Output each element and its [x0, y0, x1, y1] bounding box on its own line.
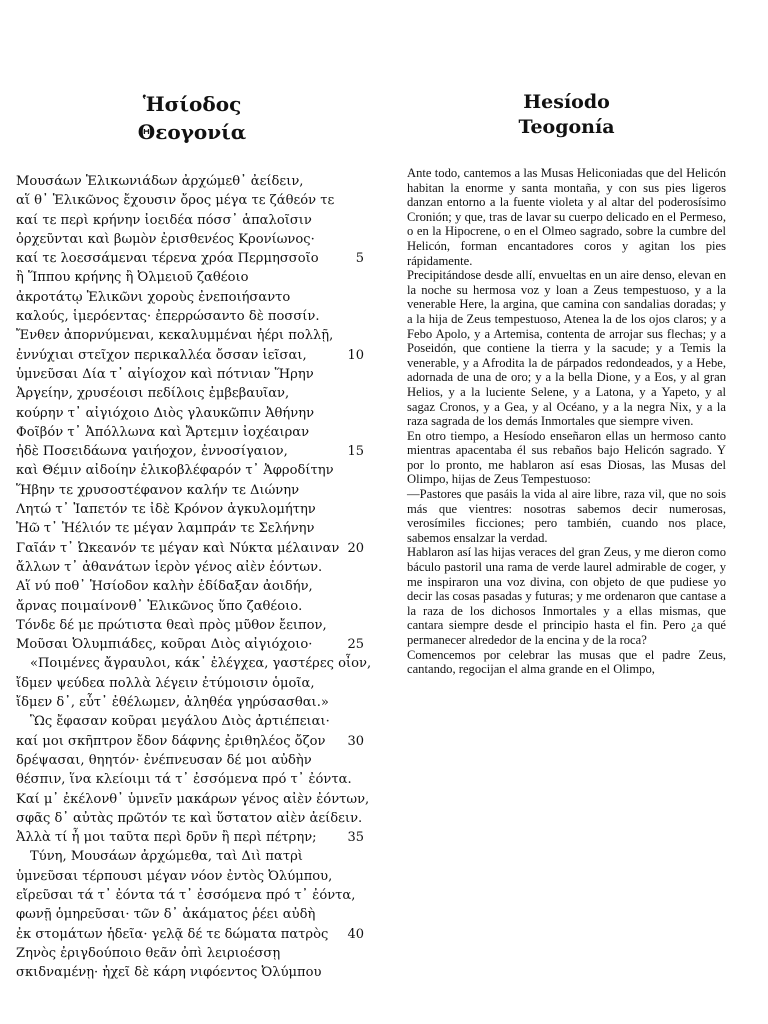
verse-line — [16, 867, 368, 886]
verse-line — [16, 577, 368, 596]
verse-text: καί τε περὶ κρήνην ἰοειδέα πόσσ᾽ ἁπαλοῖσιν — [16, 212, 312, 228]
verse-text: αἵ θ᾽ Ἑλικῶνος ἔχουσιν ὄρος μέγα τε ζάθεόν τε — [16, 193, 335, 209]
verse-line — [16, 500, 368, 519]
verse-line — [16, 268, 368, 287]
greek-verses — [16, 172, 372, 982]
verse-line — [16, 770, 368, 789]
verse-text: Ἀλλὰ τί ἦ μοι ταῦτα περὶ δρῦν ἢ περὶ πέτρην; — [16, 830, 317, 846]
verse-text: Ἠῶ τ᾽ Ἠέλιόν τε μέγαν λαμπράν τε Σελήνην — [16, 521, 315, 537]
greek-title — [16, 90, 368, 146]
spanish-author: Hesíodo — [523, 91, 610, 113]
verse-line — [16, 172, 368, 191]
verse-line — [16, 307, 368, 326]
verse-line — [16, 230, 368, 249]
greek-author: Ἡσίοδος — [142, 92, 242, 116]
verse-text: καλούς, ἱμερόεντας· ἐπερρώσαντο δὲ ποσσίν. — [16, 309, 320, 325]
verse-line — [16, 442, 368, 461]
verse-line — [16, 732, 368, 751]
verse-text: σκιδναμένῃ· ἠχεῖ δὲ κάρη νιφόεντος Ὀλύμπου — [16, 965, 322, 981]
verse-line — [16, 944, 368, 963]
verse-text: Αἵ νύ ποθ᾽ Ἡσίοδον καλὴν ἐδίδαξαν ἀοιδήν, — [16, 579, 313, 595]
verse-line — [16, 847, 368, 866]
verse-text: ἐκ στομάτων ἡδεῖα· γελᾷ δέ τε δώματα πατρὸς — [16, 926, 329, 942]
verse-text: Μοῦσαι Ὀλυμπιάδες, κοῦραι Διὸς αἰγιόχοιο· — [16, 637, 313, 653]
verse-text: ὀρχεῦνται καὶ βωμὸν ἐρισθενέος Κρονίωνος· — [16, 231, 315, 247]
verse-line — [16, 809, 368, 828]
prose-paragraph: Ante todo, cantemos a las Musas Heliconiadas que del Helicón habitan la enorme y santa montaña, y con sus pies ligeros danzan entorno a la fuente violeta y al altar del poderosísimo Cronión; y que, tras de lavar su cuerpo delicado en el Permeso, o en la Hipocrene, o en el Olmeo sagrado, sobre la cumbre del Helicón, forman encantadores coros y agitan los pies rápidamente. — [407, 166, 726, 268]
verse-text: Λητώ τ᾽ Ἰαπετόν τε ἰδὲ Κρόνον ἀγκυλομήτην — [16, 502, 316, 518]
greek-column — [16, 90, 372, 982]
verse-text: Ὣς ἔφασαν κοῦραι μεγάλου Διὸς ἀρτιέπειαι· — [30, 714, 330, 730]
verse-text: Ἔνθεν ἀπορνύμεναι, κεκαλυμμέναι ἠέρι πολλῇ, — [16, 328, 334, 344]
spanish-title — [407, 90, 726, 140]
spanish-column — [407, 90, 726, 677]
verse-text: κούρην τ᾽ αἰγιόχοιο Διὸς γλαυκῶπιν Ἀθήνην — [16, 405, 315, 421]
verse-line — [16, 963, 368, 982]
verse-line — [16, 558, 368, 577]
verse-line — [16, 384, 368, 403]
verse-line — [16, 519, 368, 538]
verse-line — [16, 191, 368, 210]
verse-text: θέσπιν, ἵνα κλείοιμι τά τ᾽ ἐσσόμενα πρό τ᾽ ἐόντα. — [16, 772, 352, 788]
verse-text: καί τε λοεσσάμεναι τέρενα χρόα Περμησσοῖο — [16, 251, 319, 267]
verse-text: ὑμνεῦσαι Δία τ᾽ αἰγίοχον καὶ πότνιαν Ἥρην — [16, 366, 314, 382]
prose-paragraph: En otro tiempo, a Hesíodo enseñaron ellas un hermoso canto mientras apacentaba él sus rebaños bajo Helicón sagrado. Y por lo pronto, me hablaron así esas Diosas, las Musas del Olimpo, hijas de Zeus Tempestuoso: — [407, 428, 726, 487]
verse-line — [16, 211, 368, 230]
prose-paragraph: Precipitándose desde allí, envueltas en un aire denso, elevan en la noche su hermosa voz y loan a Zeus tempestuoso, y a la venerable Here, la argina, que camina con sandalias doradas; y a la hija de Zeus tempestuoso, Atenea la de los ojos claros; y a Febo Apolo, y a Artemisa, contenta de arrojar sus flechas; y a Poseidón, que contiene la tierra y la sacude; y a Temis la venerable, y a Afrodita la de párpados redondeados, y a Hebe, adornada de una de oro; y a la bella Dione, y a Eos, y al gran Helios, y a la luciente Selene, y a Latona, y a Yapeto, y al sagaz Cronos, y a Gea, y al Océano, y a la negra Nix, y a la raza sagrada de los demás Inmortales que siempre viven. — [407, 268, 726, 429]
verse-text: δρέψασαι, θηητόν· ἐνέπνευσαν δέ μοι αὐδὴν — [16, 752, 312, 768]
verse-text: ἐννύχιαι στεῖχον περικαλλέα ὄσσαν ἱεῖσαι, — [16, 347, 307, 363]
verse-text: καί μοι σκῆπτρον ἔδον δάφνης ἐριθηλέος ὄζον — [16, 733, 326, 749]
verse-line — [16, 925, 368, 944]
verse-text: Τόνδε δέ με πρώτιστα θεαὶ πρὸς μῦθον ἔειπον, — [16, 617, 327, 633]
verse-line — [16, 597, 368, 616]
verse-text: Ἀργείην, χρυσέοισι πεδίλοις ἐμβεβαυῖαν, — [16, 386, 290, 402]
verse-line — [16, 288, 368, 307]
verse-line — [16, 712, 368, 731]
verse-line — [16, 905, 368, 924]
verse-text: Φοῖβόν τ᾽ Ἀπόλλωνα καὶ Ἄρτεμιν ἰοχέαιραν — [16, 424, 310, 440]
verse-line — [16, 751, 368, 770]
verse-line — [16, 249, 368, 268]
greek-work: Θεογονία — [137, 120, 247, 144]
verse-text: ἄρνας ποιμαίνονθ᾽ Ἑλικῶνος ὕπο ζαθέοιο. — [16, 598, 303, 614]
verse-text: Ἥβην τε χρυσοστέφανον καλήν τε Διώνην — [16, 482, 300, 498]
prose-paragraph: —Pastores que pasáis la vida al aire libre, raza vil, que no sois más que vientres: nosotras sabemos decir numerosas, verosímiles ficciones; pero también, cuando nos place, sabemos ensalzar la verdad. — [407, 487, 726, 545]
verse-line — [16, 481, 368, 500]
verse-text: ἀκροτάτῳ Ἑλικῶνι χοροὺς ἐνεποιήσαντο — [16, 289, 291, 305]
line-number: 20 — [347, 540, 364, 556]
verse-line — [16, 654, 372, 673]
verse-text: καὶ Θέμιν αἰδοίην ἑλικοβλέφαρόν τ᾽ Ἀφροδίτην — [16, 463, 334, 479]
verse-line — [16, 461, 368, 480]
verse-text: εἴρεῦσαι τά τ᾽ ἐόντα τά τ᾽ ἐσσόμενα πρό τ᾽ ἐόντα, — [16, 887, 356, 903]
line-number: 40 — [347, 926, 364, 942]
prose-paragraph: Comencemos por celebrar las musas que el padre Zeus, cantando, regocijan el alma grande en el Olimpo, — [407, 647, 726, 677]
line-number: 35 — [347, 830, 364, 846]
spanish-work: Teogonía — [518, 116, 615, 138]
verse-line — [16, 828, 368, 847]
verse-text: Ζηνὸς ἐριγδούποιο θεᾶν ὀπὶ λειριοέσσῃ — [16, 945, 281, 961]
verse-line — [16, 635, 368, 654]
line-number: 5 — [355, 251, 364, 267]
prose-paragraph: Hablaron así las hijas veraces del gran Zeus, y me dieron como báculo pastoril una rama de verde laurel admirable de coger, y me inspiraron una voz divina, con objeto de que pudiese yo decir las cosas pasadas y futuras; y me ordenaron que cantase a la raza de los dichosos Inmortales y a ellas mismas, que cantara siempre desde el principio hasta el fin. Pero ¿a qué permanecer alrededor de la encina y de la roca? — [407, 545, 726, 647]
verse-line — [16, 616, 368, 635]
verse-line — [16, 346, 368, 365]
verse-line — [16, 674, 368, 693]
spanish-prose — [407, 166, 726, 677]
verse-text: ἠδὲ Ποσειδάωνα γαιήοχον, ἐννοσίγαιον, — [16, 444, 288, 460]
verse-line — [16, 693, 368, 712]
verse-text: φωνῇ ὁμηρεῦσαι· τῶν δ᾽ ἀκάματος ῥέει αὐδὴ — [16, 907, 316, 923]
verse-text: ἴδμεν ψεύδεα πολλὰ λέγειν ἐτύμοισιν ὁμοῖα, — [16, 675, 315, 691]
verse-line — [16, 886, 368, 905]
verse-text: Γαῖάν τ᾽ Ὠκεανόν τε μέγαν καὶ Νύκτα μέλαιναν — [16, 540, 340, 556]
verse-text: ἄλλων τ᾽ ἀθανάτων ἱερὸν γένος αἰὲν ἐόντων. — [16, 559, 323, 575]
verse-line — [16, 539, 368, 558]
verse-line — [16, 326, 368, 345]
verse-text: ἴδμεν δ᾽, εὖτ᾽ ἐθέλωμεν, ἀληθέα γηρύσασθαι.» — [16, 695, 329, 711]
verse-text: σφᾶς δ᾽ αὐτὰς πρῶτόν τε καὶ ὕστατον αἰὲν ἀείδειν. — [16, 810, 363, 826]
verse-text: ὑμνεῦσαι τέρπουσι μέγαν νόον ἐντὸς Ὀλύμπου, — [16, 868, 333, 884]
line-number: 30 — [347, 733, 364, 749]
verse-line — [16, 790, 368, 809]
verse-text: «Ποιμένες ἄγραυλοι, κάκ᾽ ἐλέγχεα, γαστέρες οἶον, — [30, 656, 372, 672]
verse-line — [16, 404, 368, 423]
line-number: 15 — [347, 444, 364, 460]
line-number: 25 — [347, 637, 364, 653]
line-number: 10 — [347, 347, 364, 363]
verse-line — [16, 423, 368, 442]
verse-text: Καί μ᾽ ἐκέλονθ᾽ ὑμνεῖν μακάρων γένος αἰὲν ἐόντων, — [16, 791, 370, 807]
verse-text: Μουσάων Ἑλικωνιάδων ἀρχώμεθ᾽ ἀείδειν, — [16, 174, 304, 189]
verse-line — [16, 365, 368, 384]
verse-text: Τύνη, Μουσάων ἀρχώμεθα, ταὶ Διὶ πατρὶ — [30, 849, 303, 865]
verse-text: ἢ Ἵππου κρήνης ἢ Ὀλμειοῦ ζαθέοιο — [16, 270, 249, 286]
